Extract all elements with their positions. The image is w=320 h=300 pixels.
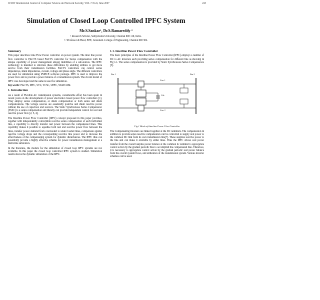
transformer-2 bbox=[138, 105, 144, 111]
transformer-1 bbox=[138, 81, 144, 87]
journal-header: ICSIW International Journal of Computer Science and Network Security, VOL.7 No.6, June 2007 bbox=[8, 2, 110, 5]
inverter-1 bbox=[136, 90, 146, 97]
keywords-label: Key words: bbox=[8, 84, 20, 88]
bus-1-label: Bus 1 bbox=[111, 74, 116, 77]
load-1 bbox=[180, 88, 188, 93]
summary-heading: Summary bbox=[8, 49, 22, 53]
keywords-text: FACTS, IPFC, SVC, TCSC, UPFC, STATCOM. bbox=[20, 84, 71, 88]
affiliation-2: ² ² Professor & Head, EEE, Jerusalem College of Engineering, Chennai 600 302. bbox=[64, 39, 148, 42]
line-2-label: Line 2 bbox=[160, 110, 166, 113]
ipfc-block-diagram bbox=[110, 68, 204, 124]
figure-caption: Fig 1 Block of Interline Power Flow Controller bbox=[134, 125, 180, 129]
page-number: 245 bbox=[202, 2, 206, 5]
ipfc-section-heading: 1.1. Interline Power Flow Controller bbox=[110, 49, 159, 53]
ipfc-paragraph-2: The Compensating inverters are linked together at the DC terminals. The compensation in addition to provide series reactive compensation can be controlled to supply real power to the common DC link from its own transmission line[7]. These supplies reactive power to the line and can make it available by either lines. Thus the IPFC allows real power transfer from the overall surplus power balance at the common dc terminal to appropriate control action by the gradual periodic line to accomplish the compensated line. Therefore, it is necessary to appropriate control action by the gradual periodic real power balance from the overall system flows, and utilization of the transmission system. Various inverter schemes can be used. bbox=[110, 129, 204, 159]
bus-2-label: Bus 2 bbox=[190, 74, 195, 77]
left-column bbox=[8, 48, 102, 157]
intro-paragraph: As a result of Flexible AC transmission systems, considerable effort has been spent in recent years on the development of power electronics based power flow controllers [1]. They employ series compensation, or shunt compensation or both series and shunt compensations. The voltage sources are essentially positive and shunt reactive power without the use of capacitors and reactors. The Static Synchronous Series Compensator (SSSC) is a series compensation and thereby can provide independent control for real and reactive power flow [2, 3, 4]. bbox=[8, 93, 102, 116]
intro-paragraph: In the literature, the models for the simulation of closed loop IPFC systems are not available. In this paper the closed loop controlled IPFC system is studied. Simulation results shows the dynamic simulation of the IPFC. bbox=[8, 146, 102, 156]
line-1-label: Line 1 bbox=[160, 80, 166, 83]
paper-title: Simulation of Closed Loop Controlled IPFC System bbox=[26, 17, 186, 25]
inverter-2 bbox=[136, 98, 146, 105]
affiliation-1: ¹ Research Scholar, Sathyabama University, Chennai 600 119, India. bbox=[70, 35, 142, 38]
keywords bbox=[8, 84, 102, 87]
introduction-heading: 1. Introduction bbox=[8, 88, 28, 93]
paper-authors: Mr.S.Sankar¹, Dr.S.Ramareddy ² bbox=[79, 29, 133, 33]
right-column bbox=[110, 48, 204, 160]
load-2 bbox=[180, 99, 188, 104]
summary-text: This paper describes Line Flow Power controller on power system. The inter line power flow controller is FACTS based FACTS controller for Series compensation with the unique capability of power management among multilines of a sub-station. The IPFC technology is intended to alleviate these difficulties by enabling utilities to get more service from their transmission facilities. FACTS controllers can control series impedances, shunt impedances, current, voltage and phase angle. The different controllers are used for simulation using PSPICE software package. IPFC is used to improve the power flow and to provide a power balance of a transmission system. The circuit model of IPFC was developed and the same is used for simulation. bbox=[8, 54, 102, 83]
intro-paragraph: The Interline Power Flow Controller (IPFC) concept proposed in this paper provides, together with independently controllable reactive series compensation of each individual line, a capability to directly transfer real power between the compensated lines. This capability makes it possible to equalize both real and reactive power flow between the lines, transfer power demand from overloaded to under loaded lines, compensate against reactive voltage drops and the corresponding reactive line power and to increase the effectiveness of the compensating system for dynamic disturbances. The IPFC thus can potentially provide a highly effective scheme for power transmission management at a multi-line substation. bbox=[8, 116, 102, 146]
vdc-label: Vdc bbox=[161, 95, 165, 98]
ipfc-paragraph-1: The basic principles of the Interline Power Flow Controller (IPFC) employs a number of DC to AC inverters each providing series compensation for different line as showing in Fig 1.1. The series compensation is provided by Static Synchronous Series Compensators [5]. bbox=[110, 54, 204, 67]
